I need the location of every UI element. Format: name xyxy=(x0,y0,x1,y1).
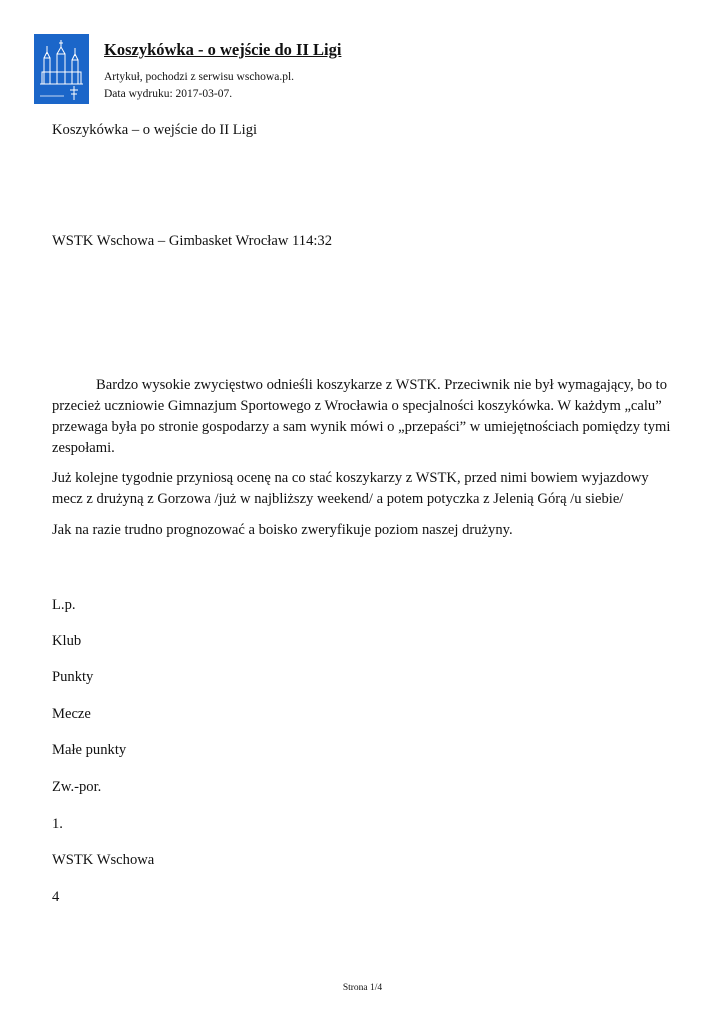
table-header-club: Klub xyxy=(52,633,82,649)
match-result: WSTK Wschowa – Gimbasket Wrocław 114:32 xyxy=(52,233,333,249)
table-header-lp: L.p. xyxy=(52,597,76,613)
article-heading: Koszykówka – o wejście do II Ligi xyxy=(52,122,258,138)
document-title: Koszykówka - o wejście do II Ligi xyxy=(104,40,342,59)
table-header-points: Punkty xyxy=(52,669,94,685)
article-paragraph: Jak na razie trudno prognozować a boisko zweryfikuje poziom naszej drużyny. xyxy=(52,522,513,538)
table-header-small-points: Małe punkty xyxy=(52,742,127,758)
article-paragraph: Już kolejne tygodnie przyniosą ocenę na co stać koszykarzy z WSTK, przed nimi bowiem wyjazdowy mecz z drużyną z Gorzowa /już w najbliższy weekend/ a potem potyczka z Jelenią Górą /u siebie/ xyxy=(52,470,649,507)
table-cell-points: 4 xyxy=(52,889,60,905)
table-cell-club: WSTK Wschowa xyxy=(52,852,155,868)
church-towers-logo-icon xyxy=(34,34,89,104)
table-header-win-loss: Zw.-por. xyxy=(52,779,102,795)
table-header-matches: Mecze xyxy=(52,706,91,722)
table-cell-position: 1. xyxy=(52,816,63,832)
source-line: Artykuł, pochodzi z serwisu wschowa.pl. xyxy=(104,71,295,83)
page-number: Strona 1/4 xyxy=(342,983,383,993)
article-paragraph: Bardzo wysokie zwycięstwo odnieśli koszykarze z WSTK. Przeciwnik nie był wymagający, bo to przecież uczniowie Gimnazjum Sportowego z Wrocławia o specjalności koszykówka. W każdym „calu” przewaga była po stronie gospodarzy a sam wynik mówi o „przepaści” w umiejętnościach pomiędzy tymi zespołami. xyxy=(52,377,671,456)
print-date-line: Data wydruku: 2017-03-07. xyxy=(104,88,233,100)
